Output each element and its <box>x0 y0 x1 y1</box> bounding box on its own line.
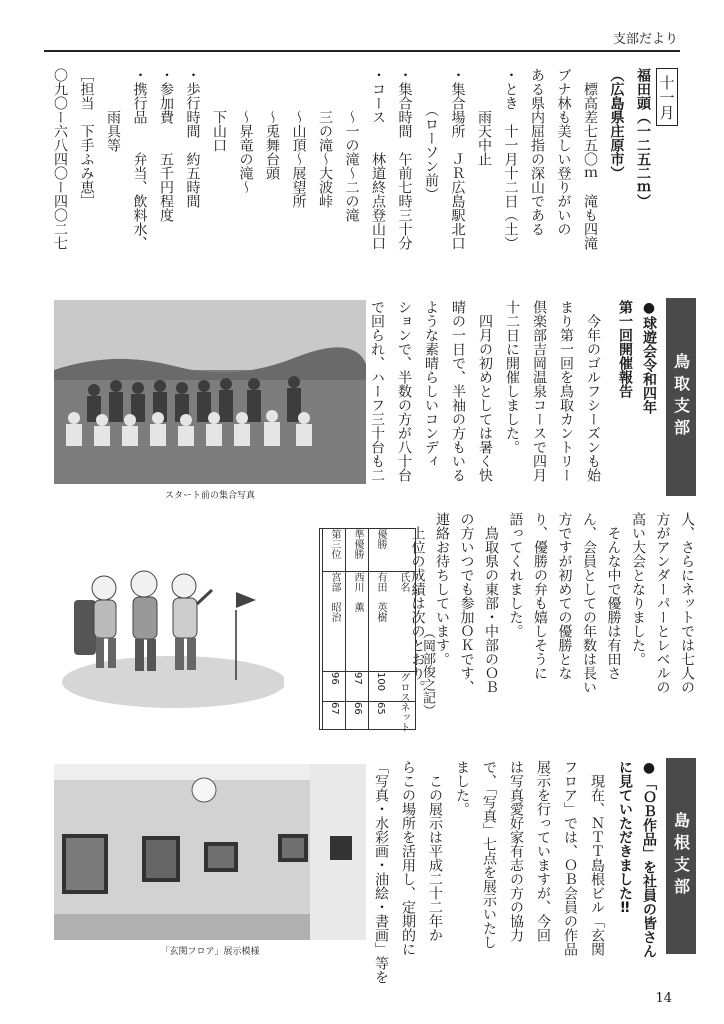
branch-label-text: 鳥取支部 <box>671 353 691 441</box>
shimane-text-line: は写真愛好家有志の方の協力 <box>508 760 524 942</box>
results-row <box>368 529 392 729</box>
results-row <box>345 529 369 729</box>
tottori-headline: ●球遊会令和四年 <box>641 300 657 414</box>
hike-line: 〇九〇ー六八四〇ー四〇二七 <box>52 68 68 250</box>
hike-line: ～昇竜の滝～ <box>237 68 254 194</box>
results-header <box>392 529 415 732</box>
results-cell-gross: 96 <box>329 672 340 685</box>
results-row <box>322 529 346 729</box>
results-cell-net: ネット <box>398 702 409 732</box>
tottori-text-line: で回られ、ハーフ三十台も二 <box>369 300 385 482</box>
hike-line: （広島県庄原市） <box>608 68 625 180</box>
section-title: 支部だより <box>612 32 678 47</box>
tottori-lower-line: ん、会員としての年数は長い <box>581 512 597 694</box>
hike-line: ・歩行時間 約五時間 <box>184 68 201 208</box>
results-cell-gross: 100 <box>375 672 386 692</box>
tottori-lower-line: 語ってくれました。 <box>507 512 524 638</box>
golfers-icon <box>54 560 284 710</box>
tottori-lower-line: 方ですが初めての優勝とな <box>556 512 573 680</box>
hike-line: 福田頭（一二五二ｍ） <box>635 68 651 208</box>
shimane-text-line: らこの場所を活用し、定期的に <box>400 760 416 956</box>
branch-label-shimane <box>666 758 696 954</box>
hike-line: ～山頂～展望所 <box>290 68 307 208</box>
tottori-text-line: まり第一回を鳥取カントリー <box>558 300 574 482</box>
hike-line: ・とき 十一月十二日（土） <box>502 68 519 250</box>
results-table <box>319 528 416 730</box>
shimane-article <box>358 760 658 984</box>
hike-line: ある県内屈指の深山である <box>529 68 545 236</box>
hike-line: 雨天中止 <box>476 68 492 166</box>
golf-group-photo <box>54 300 366 484</box>
tottori-text-line: 晴の一日で、半袖の方もいる <box>450 300 466 482</box>
tottori-text-line: ションで、半数の方が八十台 <box>396 300 412 482</box>
shimane-text-line: で、「写真」七点を展示いたし <box>481 760 497 949</box>
tottori-article-upper <box>358 300 658 500</box>
tottori-lower-line: 連絡お待ちしています。 <box>434 512 450 666</box>
gallery-photo <box>54 764 366 940</box>
tottori-text-line: 倶楽部吉岡温泉コースで四月 <box>531 300 547 482</box>
tottori-lower-line: り、優勝の弁も嬉しそうに <box>532 512 548 680</box>
month-label: 十一月 <box>657 74 676 120</box>
hike-line: ～一の滝～二の滝 <box>343 68 360 222</box>
results-cell-rank: 準優勝 <box>352 529 363 559</box>
golf-photo-illustration <box>54 300 366 484</box>
shimane-text-line: 展示を行っていますが、今回 <box>535 760 551 942</box>
hike-line: ［担当 下手ふみ恵］ <box>78 68 95 208</box>
tottori-lower-line: の方いつでも参加ＯＫです、 <box>458 512 475 694</box>
results-cell-gross: 97 <box>352 672 363 685</box>
shimane-headline: に見ていただきました‼ <box>617 760 633 916</box>
tottori-text-line: 十二日に開催しました。 <box>504 300 520 454</box>
hike-line: ・携行品 弁当、飲料水、 <box>131 68 148 250</box>
shimane-text-line: この展示は平成二十二年か <box>427 760 443 942</box>
page-number: 14 <box>655 991 672 1006</box>
hike-line: ・コース 林道終点登山口 <box>370 68 386 250</box>
header-divider <box>44 50 680 52</box>
tottori-lower-line: 上位の成績は次のとおり。 <box>409 512 426 694</box>
branch-label-text: 島根支部 <box>671 812 691 900</box>
tottori-text-line: ような素晴らしいコンディ <box>423 300 439 468</box>
results-cell-name: 西川 薫 <box>352 572 363 612</box>
results-cell-name: 宮部 昭治 <box>329 572 340 622</box>
gallery-photo-caption: 「玄関フロア」展示模様 <box>160 947 260 957</box>
shimane-headline: ●「ＯＢ作品」を社員の皆さん <box>641 760 657 958</box>
results-cell-rank: 優勝 <box>375 529 386 549</box>
results-cell-gross: グロス <box>398 672 409 702</box>
tottori-lower-line: 高い大会となりました。 <box>630 512 646 666</box>
tottori-lower-line: 人、さらにネットでは七人の <box>679 512 695 694</box>
hike-listing <box>32 68 652 284</box>
hike-line: ・集合時間 午前七時三十分 <box>396 68 413 250</box>
hike-line: ・集合場所 ＪＲ広島駅北口 <box>449 68 466 250</box>
hike-line: ブナ林も美しい登りがいの <box>555 68 572 236</box>
hike-line: 雨具等 <box>105 68 121 152</box>
tottori-text-line: 四月の初めとしては暑く快 <box>477 300 493 482</box>
results-cell-net: 66 <box>352 702 363 715</box>
shimane-text-line: 「写真・水彩画・油絵・書画」等を <box>373 760 389 984</box>
hike-line: ・参加費 五千円程度 <box>158 68 174 222</box>
branch-label-tottori <box>666 298 696 496</box>
hike-line: （ローソン前） <box>423 68 439 201</box>
hike-line: 標高差七五〇ｍ 滝も四滝 <box>582 68 598 250</box>
tottori-lower-line: 鳥取県の東部・中部のＯＢ <box>483 512 499 694</box>
tottori-article-lower <box>406 512 696 722</box>
gallery-photo-illustration <box>54 764 366 940</box>
tottori-lower-line: 方がアンダーパーとレベルの <box>654 512 671 694</box>
results-cell-rank: 第三位 <box>329 529 340 559</box>
hike-line: 三の滝～大波峠 <box>317 68 333 208</box>
results-cell-net: 65 <box>375 702 386 715</box>
tottori-lower-line: そんな中で優勝は有田さ <box>605 512 622 680</box>
golf-photo-caption: スタート前の集合写真 <box>164 491 255 501</box>
month-badge <box>656 68 678 126</box>
hike-line: 下山口 <box>211 68 227 152</box>
tottori-text-line: 今年のゴルフシーズンも始 <box>585 300 601 482</box>
golfers-illustration <box>54 560 284 710</box>
shimane-text-line: 現在、ＮＴＴ島根ビル「玄関 <box>589 760 605 956</box>
tottori-headline: 第一回開催報告 <box>617 300 633 398</box>
author-credit: （岡部俊之記） <box>420 626 435 717</box>
results-cell-name: 有田 英樹 <box>375 572 386 622</box>
shimane-text-line: ました。 <box>454 760 470 816</box>
results-cell-name: 氏名 <box>398 572 409 592</box>
shimane-text-line: フロア」では、ＯＢ会員の作品 <box>562 760 578 956</box>
results-cell-net: 67 <box>329 702 340 715</box>
hike-line: ～兎舞台頭 <box>264 68 280 180</box>
